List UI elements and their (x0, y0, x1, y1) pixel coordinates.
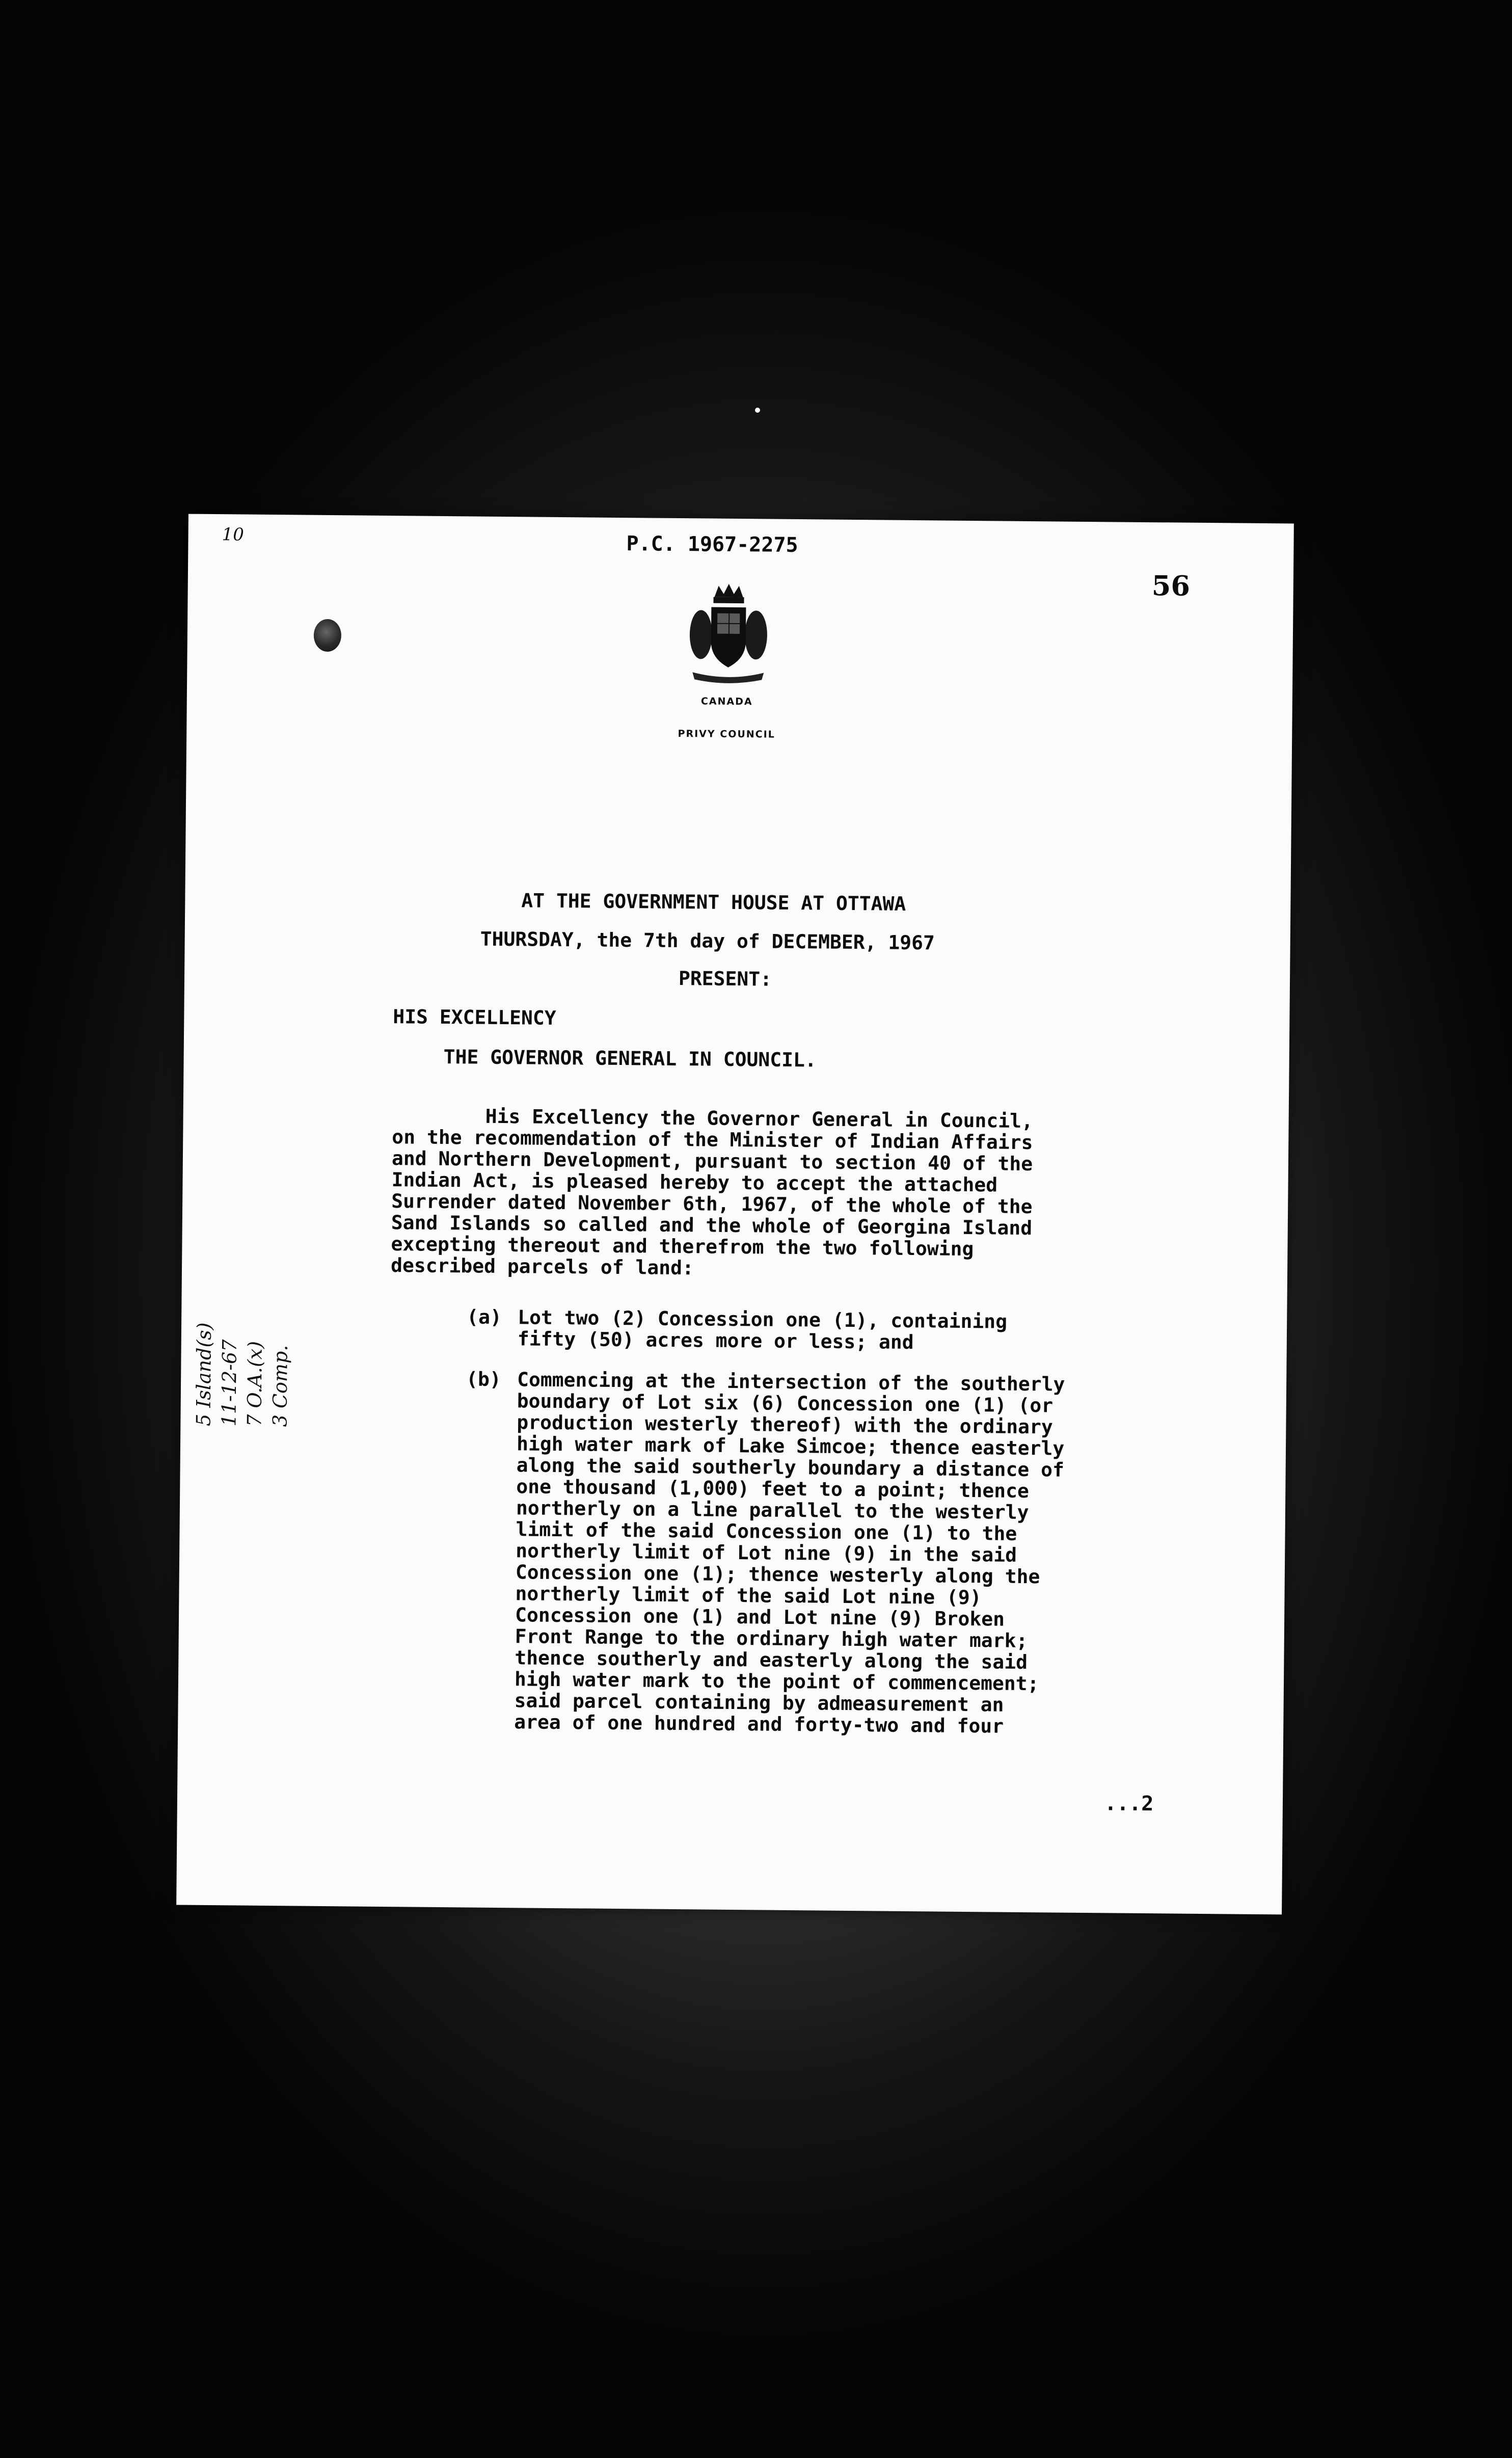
item-b-line: limit of the said Concession one (1) to the (516, 1518, 1017, 1545)
item-a-line: fifty (50) acres more or less; and (517, 1327, 914, 1354)
item-b-line: said parcel containing by admeasurement an (514, 1689, 1004, 1716)
body-line: on the recommendation of the Minister of Indian Affairs (392, 1126, 1033, 1154)
item-b-line: thence southerly and easterly along the said (515, 1646, 1028, 1674)
margin-handwritten-notes (191, 1289, 293, 1427)
body-line: Sand Islands so called and the whole of Georgina Island (391, 1211, 1033, 1240)
his-excellency-line: HIS EXCELLENCY (393, 1005, 556, 1029)
item-b-line: along the said southerly boundary a distance of (516, 1454, 1065, 1481)
item-b-line: high water mark to the point of commencement; (514, 1668, 1039, 1695)
item-b-line: one thousand (1,000) feet to a point; thence (516, 1475, 1030, 1503)
item-a-line: Lot two (2) Concession one (1), containing (518, 1306, 1008, 1333)
coat-of-arms-icon (687, 581, 770, 684)
item-b-line: production westerly thereof) with the ordinary (517, 1411, 1053, 1438)
body-line: excepting thereout and therefrom the two following (391, 1233, 974, 1261)
crest-caption-canada: CANADA (700, 696, 753, 708)
item-b-line: Concession one (1) and Lot nine (9) Broken (515, 1604, 1005, 1631)
present-heading: PRESENT: (678, 967, 772, 991)
item-b-line: northerly limit of the said Lot nine (9) (515, 1582, 982, 1609)
item-b-line: high water mark of Lake Simcoe; thence easterly (516, 1432, 1065, 1460)
item-b-line: Front Range to the ordinary high water mark; (515, 1625, 1028, 1652)
item-b-line: Commencing at the intersection of the southerly (517, 1368, 1065, 1396)
crest-caption-privy-council: PRIVY COUNCIL (678, 728, 775, 740)
punch-hole (314, 619, 342, 652)
item-a-text (518, 1306, 1008, 1353)
body-line: described parcels of land: (390, 1254, 694, 1279)
location-heading: AT THE GOVERNMENT HOUSE AT OTTAWA (521, 889, 906, 915)
body-line: Surrender dated November 6th, 1967, of the whole of the (391, 1190, 1033, 1218)
item-b-label: (b) (466, 1368, 501, 1391)
dust-speck (755, 408, 760, 413)
page-number: 56 (1151, 569, 1191, 602)
body-line: His Excellency the Governor General in Council, (392, 1104, 1034, 1133)
item-b-line: Concession one (1); thence westerly along the (515, 1561, 1040, 1588)
date-line: THURSDAY, the 7th day of DECEMBER, 1967 (480, 927, 935, 954)
margin-note: 7 O.A.(x) (243, 1341, 266, 1427)
margin-note: 3 Comp. (268, 1345, 292, 1427)
body-paragraph (391, 1105, 1033, 1281)
item-b-line: boundary of Lot six (6) Concession one (1) (or (517, 1390, 1054, 1417)
governor-general-line: THE GOVERNOR GENERAL IN COUNCIL. (443, 1045, 817, 1072)
order-number: P.C. 1967-2275 (626, 532, 798, 557)
item-a-label: (a) (467, 1305, 502, 1329)
document-page (176, 514, 1294, 1915)
continuation-marker: ...2 (1104, 1792, 1154, 1816)
item-b-text (514, 1369, 1065, 1737)
body-line: and Northern Development, pursuant to section 40 of the (391, 1147, 1033, 1175)
corner-handwritten-mark: 10 (222, 524, 245, 545)
item-b-line: northerly limit of Lot nine (9) in the said (516, 1539, 1017, 1566)
body-line: Indian Act, is pleased hereby to accept the attached (391, 1168, 998, 1196)
margin-note: 5 Island(s) 11-12-67 (192, 1322, 241, 1427)
item-b-line: area of one hundred and forty-two and four (514, 1711, 1004, 1738)
item-b-line: northerly on a line parallel to the westerly (516, 1497, 1029, 1524)
